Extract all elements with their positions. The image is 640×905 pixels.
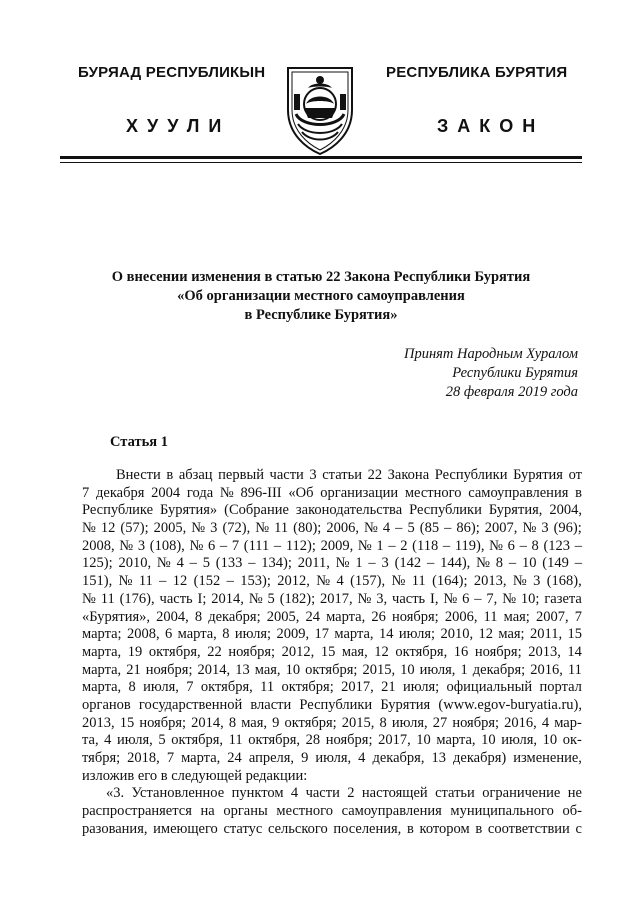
body-line: изложив его в следующей редакции: <box>82 767 308 784</box>
body-line: Внести в абзац первый части 3 статьи 22 Закона Республики Бурятия от <box>116 467 582 483</box>
adoption-date: 28 февраля 2019 года <box>445 384 578 400</box>
body-line: марта; 2008, 6 марта, 8 июля; 2009, 17 марта, 14 июля; 2010, 12 мая; 2011, 15 <box>82 626 582 643</box>
body-line: № 12 (57); 2005, № 3 (72), № 11 (80); 2006, № 4 – 5 (85 – 86); 2007, № 3 (96); <box>82 520 582 537</box>
body-line: марта, 8 июля, 7 октября, 11 октября; 2017, 21 июля; официальный портал <box>82 679 582 696</box>
body-line: разования, имеющего статус сельского поселения, в котором в соответствии с <box>82 820 582 837</box>
body-line: марта, 19 октября, 22 ноября; 2012, 15 мая, 12 октября, 16 ноября; 2013, 14 <box>82 643 582 660</box>
body-line: 125); 2010, № 4 – 5 (133 – 134); 2011, № 1 – 3 (142 – 144), № 8 – 10 (149 – <box>82 555 582 572</box>
law-title-line: «Об организации местного самоуправления <box>177 288 465 304</box>
header-left-title: БУРЯАД РЕСПУБЛИКЫН <box>78 64 266 81</box>
body-line: 7 декабря 2004 года № 896-III «Об организации местного самоуправления в <box>82 484 582 501</box>
body-line: 151), № 11 – 12 (152 – 153); 2012, № 4 (157), № 11 (164); 2013, № 3 (168), <box>82 573 582 590</box>
adoption-note-line: Принят Народным Хуралом <box>403 346 578 362</box>
law-title <box>60 268 582 325</box>
body-line: «Бурятия», 2004, 8 декабря; 2005, 24 марта, 26 ноября; 2006, 11 мая; 2007, 7 <box>82 608 582 625</box>
adoption-note <box>404 345 578 402</box>
law-title-line: О внесении изменения в статью 22 Закона Республики Бурятия <box>111 269 531 285</box>
header-divider-thick <box>60 156 582 159</box>
coat-of-arms-icon <box>282 64 358 156</box>
header-right-title: РЕСПУБЛИКА БУРЯТИЯ <box>386 64 568 81</box>
body-line: № 11 (176), часть I; 2014, № 5 (182); 2017, № 3, часть I, № 6 – 7, № 10; газета <box>82 590 582 607</box>
header-divider-thin <box>60 162 582 163</box>
body-line: Республике Бурятия» (Собрание законодательства Республики Бурятия, 2004, <box>82 502 582 519</box>
body-line: «3. Установленное пунктом 4 части 2 настоящей статьи ограничение не <box>106 785 582 802</box>
header-left-doc-type: ХУУЛИ <box>126 116 231 136</box>
law-title-line: в Республике Бурятия» <box>244 307 398 323</box>
header-right-doc-type: ЗАКОН <box>437 116 545 136</box>
body-line: та, 4 июля, 5 октября, 11 октября, 28 ноября; 2017, 10 марта, 10 июля, 10 ок- <box>82 732 582 749</box>
body-line: 2008, № 3 (108), № 6 – 7 (111 – 112); 2009, № 1 – 2 (118 – 119), № 6 – 8 (123 – <box>82 537 582 554</box>
body-line: 2013, 15 ноября; 2014, 8 мая, 9 октября; 2015, 8 июля, 27 ноября; 2016, 4 мар- <box>82 714 582 731</box>
body-line: марта, 21 ноября; 2014, 13 мая, 10 октября; 2015, 10 июля, 1 декабря; 2016, 11 <box>82 661 582 678</box>
body-line: распространяется на органы местного самоуправления муниципального об- <box>82 803 582 820</box>
article-heading: Статья 1 <box>110 434 168 450</box>
adoption-note-line: Республики Бурятия <box>452 365 578 381</box>
body-line: тября; 2018, 7 марта, 24 апреля, 9 июля, 4 декабря, 13 декабря) изменение, <box>82 750 582 766</box>
body-line: органов государственной власти Республики Бурятия (www.egov-buryatia.ru), <box>82 696 582 713</box>
article-body <box>82 467 582 838</box>
